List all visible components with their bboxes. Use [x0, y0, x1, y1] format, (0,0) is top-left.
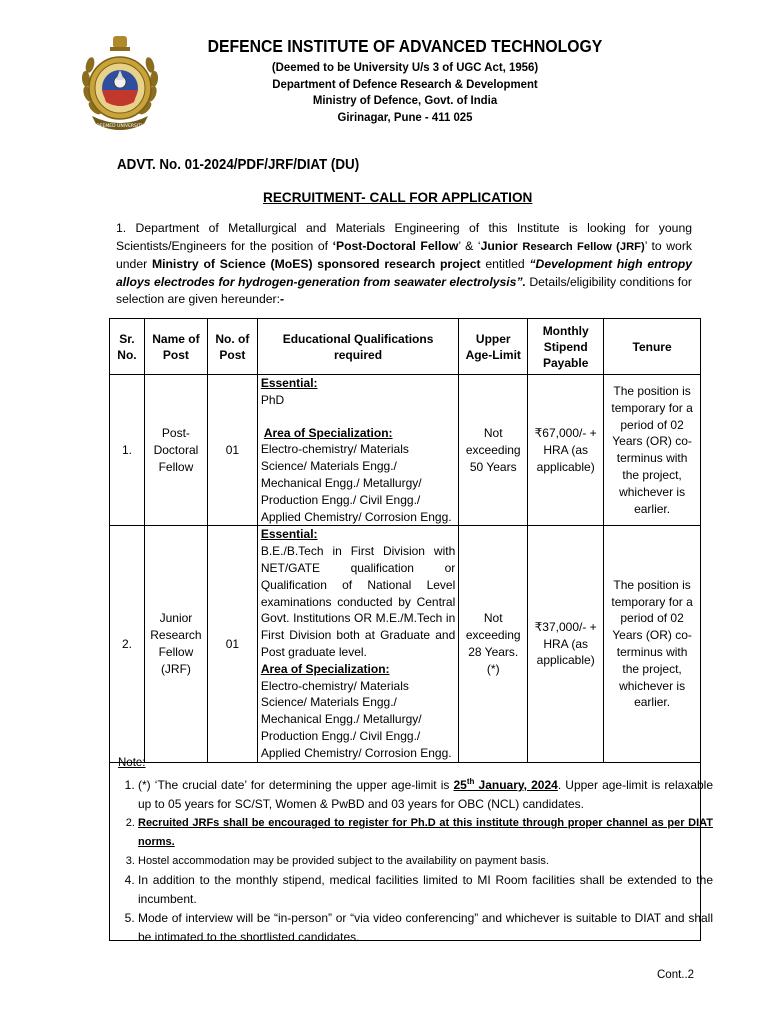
header-qualifications: Educational Qualifications required	[257, 319, 458, 375]
row1-sr: 1.	[110, 375, 145, 526]
notes-list	[118, 772, 713, 947]
intro-project-title: “Development high entropy alloys electrodes for hydrogen-generation from seawater electrolysis”.	[116, 257, 693, 289]
note-item	[138, 852, 713, 871]
intro-paragraph	[116, 220, 692, 309]
intro-dash: -	[279, 292, 285, 307]
row1-essential-label: Essential:	[260, 376, 318, 390]
intro-pdf: ‘Post-Doctoral Fellow	[332, 238, 459, 253]
posts-table	[109, 318, 701, 763]
emblem-banner-text: DEEMED UNIVERSITY	[96, 124, 144, 129]
header-stipend: Monthly Stipend Payable	[528, 319, 604, 375]
note-item	[138, 871, 713, 909]
header-age-limit: Upper Age-Limit	[459, 319, 528, 375]
row2-qualifications	[257, 526, 458, 762]
note1-text-a: (*) ‘The crucial date’ for determining the upper age-limit is	[138, 778, 454, 792]
note1-date-day: 25	[453, 778, 467, 792]
intro-jrf-1: Junior	[480, 238, 523, 253]
header-sr-no: Sr. No.	[110, 319, 145, 375]
row1-stipend: ₹67,000/- + HRA (as applicable)	[528, 375, 604, 526]
intro-text-4: Details/eligibility conditions for selection are given hereunder:	[116, 274, 692, 307]
row2-age: Not exceeding 28 Years. (*)	[459, 526, 528, 762]
row2-spec: Electro-chemistry/ Materials Science/ Materials Engg./ Mechanical Engg./ Metallurgy/ Production Engg./ Civil Engg./ Applied Chemistry/ Corrosion Engg.	[260, 678, 452, 760]
diat-emblem-logo	[78, 34, 162, 138]
row1-essential: PhD	[260, 392, 285, 407]
continued-marker: Cont..2	[657, 969, 695, 981]
department-line: Department of Defence Research & Development	[272, 76, 538, 91]
recruitment-title: RECRUITMENT- CALL FOR APPLICATION	[263, 190, 533, 205]
table-row	[110, 375, 701, 526]
note4-text: In addition to the monthly stipend, medical facilities limited to MI Room facilities shall be extended to the incumbent.	[138, 873, 713, 906]
table-header-row	[110, 319, 701, 375]
deemed-university-line: (Deemed to be University U/s 3 of UGC Act, 1956)	[271, 60, 539, 74]
intro-text-1: 1. Department of Metallurgical and Materials Engineering of this Institute is looking for young Scientists/Engineers for the position of	[116, 221, 692, 253]
row2-essential-label: Essential:	[260, 527, 318, 542]
row2-sr: 2.	[110, 526, 145, 762]
ministry-line: Ministry of Defence, Govt. of India	[312, 93, 498, 108]
address-line: Girinagar, Pune - 411 025	[337, 109, 473, 124]
note-item	[138, 909, 713, 947]
row1-age: Not exceeding 50 Years	[459, 375, 528, 526]
row2-spec-label: Area of Specialization:	[260, 661, 390, 676]
intro-text-3: entitled	[480, 257, 530, 272]
header-tenure: Tenure	[604, 319, 701, 375]
row2-post: Junior Research Fellow (JRF)	[144, 526, 207, 762]
advertisement-number: ADVT. No. 01-2024/PDF/JRF/DIAT (DU)	[117, 157, 360, 173]
row2-tenure: The position is temporary for a period of 02 Years (OR) co-terminus with the project, whichever is earlier.	[604, 526, 701, 762]
intro-amp: ’ & ‘	[458, 238, 481, 253]
note1-text-b: . Upper age-limit is relaxable up to 05 years for SC/ST, Women & PwBD and 03 years for OBC (NCL) candidates.	[138, 778, 714, 811]
notes-label: Note:	[118, 757, 146, 769]
letterhead	[170, 36, 640, 125]
note3-text: Hostel accommodation may be provided subject to the availability on payment basis.	[138, 855, 549, 867]
header-post-count: No. of Post	[207, 319, 257, 375]
note5-text: Mode of interview will be “in-person” or “via video conferencing” and whichever is suitable to DIAT and shall be intimated to the shortlisted candidates.	[138, 911, 713, 944]
row1-tenure: The position is temporary for a period of 02 Years (OR) co-terminus with the project, whichever is earlier.	[604, 375, 701, 526]
note1-date-month: January, 2024	[474, 778, 558, 792]
row1-spec-label: Area of Specialization:	[263, 425, 393, 440]
row2-essential: B.E./B.Tech in First Division with NET/GATE qualification or Qualification of National Level examinations conducted by Central Govt. Institutions OR M.E./M.Tech in First Division both at Graduate and Post graduate level.	[260, 544, 456, 659]
note-item	[138, 814, 713, 852]
note2-text: Recruited JRFs shall be encouraged to register for Ph.D at this institute through proper channel as per DIAT norms.	[138, 817, 713, 848]
intro-text-2: ’ to work under	[116, 238, 692, 272]
row2-count: 01	[207, 526, 257, 762]
note1-date-suffix: th	[466, 777, 475, 786]
row2-stipend: ₹37,000/- + HRA (as applicable)	[528, 526, 604, 762]
note-item	[138, 772, 713, 814]
institute-name: DEFENCE INSTITUTE OF ADVANCED TECHNOLOGY	[207, 36, 603, 56]
row1-qualifications	[257, 375, 458, 526]
row1-count: 01	[207, 375, 257, 526]
notes-box	[109, 757, 714, 944]
intro-sponsor: Ministry of Science (MoES) sponsored research project	[151, 257, 481, 272]
header-post-name: Name of Post	[144, 319, 207, 375]
row1-spec: Electro-chemistry/ Materials Science/ Materials Engg./ Mechanical Engg./ Metallurgy/ Production Engg./ Civil Engg./ Applied Chemistry/ Corrosion Engg.	[260, 442, 452, 524]
row1-post: Post-Doctoral Fellow	[144, 375, 207, 526]
intro-jrf-2: Research Fellow (JRF)	[522, 240, 645, 253]
table-row	[110, 526, 701, 762]
